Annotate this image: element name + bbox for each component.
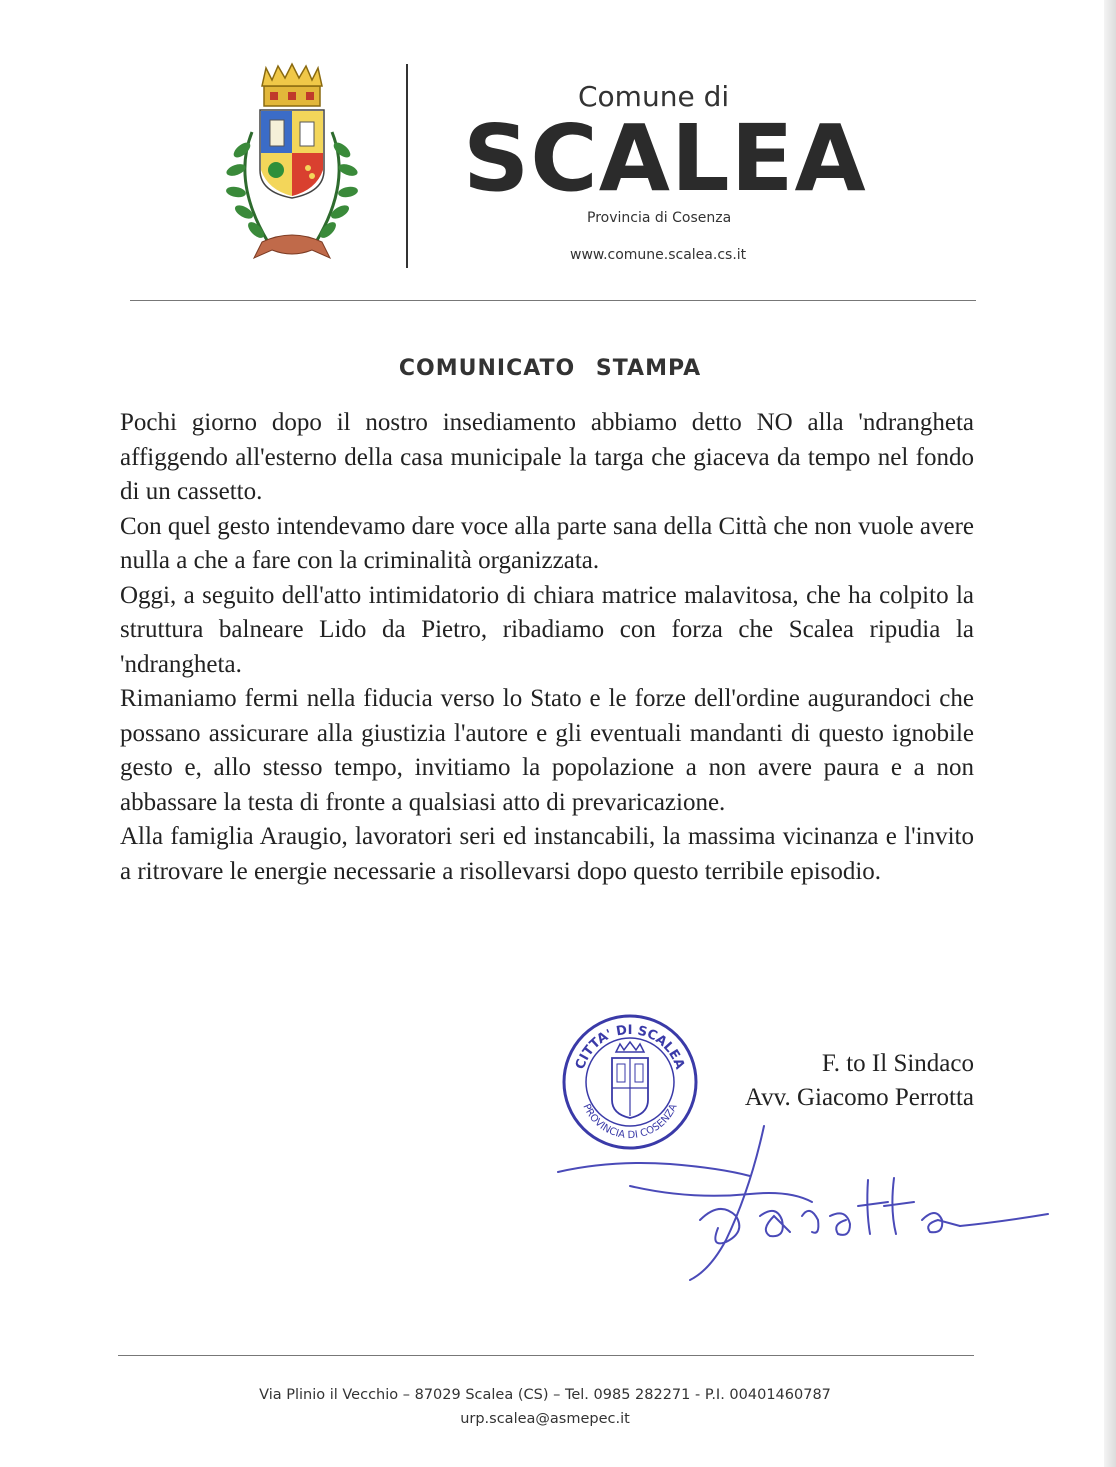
header-divider (406, 64, 408, 268)
header-provincia: Provincia di Cosenza (587, 210, 732, 226)
body-paragraph: Pochi giorno dopo il nostro insediamento abbiamo detto NO alla 'ndrangheta affiggendo all'esterno della casa municipale la targa che giaceva da tempo nel fondo di un cassetto. (120, 409, 974, 505)
body-paragraph: Alla famiglia Araugio, lavoratori seri ed instancabili, la massima vicinanza e l'invito a ritrovare le energie necessarie a risollevarsi dopo questo terribile episodio. (120, 823, 974, 885)
footer-rule (118, 1355, 974, 1356)
stamp-top-text: CITTA' DI SCALEA (572, 1022, 688, 1072)
stamp-bottom-text: PROVINCIA DI COSENZA (580, 1102, 680, 1142)
body-paragraph: Oggi, a seguito dell'atto intimidatorio di chiara matrice malavitosa, che ha colpito la struttura balneare Lido da Pietro, ribadiamo con forza che Scalea ripudia la 'ndrangheta. (120, 581, 974, 678)
handwritten-signature (550, 1120, 1050, 1300)
document-body (120, 406, 974, 889)
signature-role: F. to Il Sindaco (821, 1050, 974, 1077)
footer-address: Via Plinio il Vecchio – 87029 Scalea (CS) – Tel. 0985 282271 - P.I. 00401460787 (259, 1387, 831, 1403)
coat-of-arms-icon (212, 62, 372, 270)
page-edge-shadow (1104, 0, 1116, 1467)
header-rule (130, 300, 976, 301)
document-title: COMUNICATO STAMPA (398, 356, 702, 381)
signature-block (745, 1047, 974, 1115)
body-paragraph: Rimaniamo fermi nella fiducia verso lo Stato e le forze dell'ordine augurandoci che possano assicurare alla giustizia l'autore e gli eventuali mandanti di questo ignobile gesto e, allo stesso tempo, invitiamo la popolazione a non avere paura e a non abbassare la testa di fronte a qualsiasi atto di prevaricazione. (120, 685, 974, 816)
header-town-name: SCALEA (463, 105, 867, 212)
footer-email-link[interactable]: urp.scalea@asmepec.it (460, 1411, 630, 1427)
body-paragraph: Con quel gesto intendevamo dare voce alla parte sana della Città che non vuole avere nulla a che a fare con la criminalità organizzata. (120, 512, 974, 574)
header-comune-di: Comune di (578, 80, 730, 113)
signature-name: Avv. Giacomo Perrotta (744, 1084, 974, 1111)
header-website-link[interactable]: www.comune.scalea.cs.it (570, 247, 747, 263)
footer (0, 1383, 1090, 1431)
